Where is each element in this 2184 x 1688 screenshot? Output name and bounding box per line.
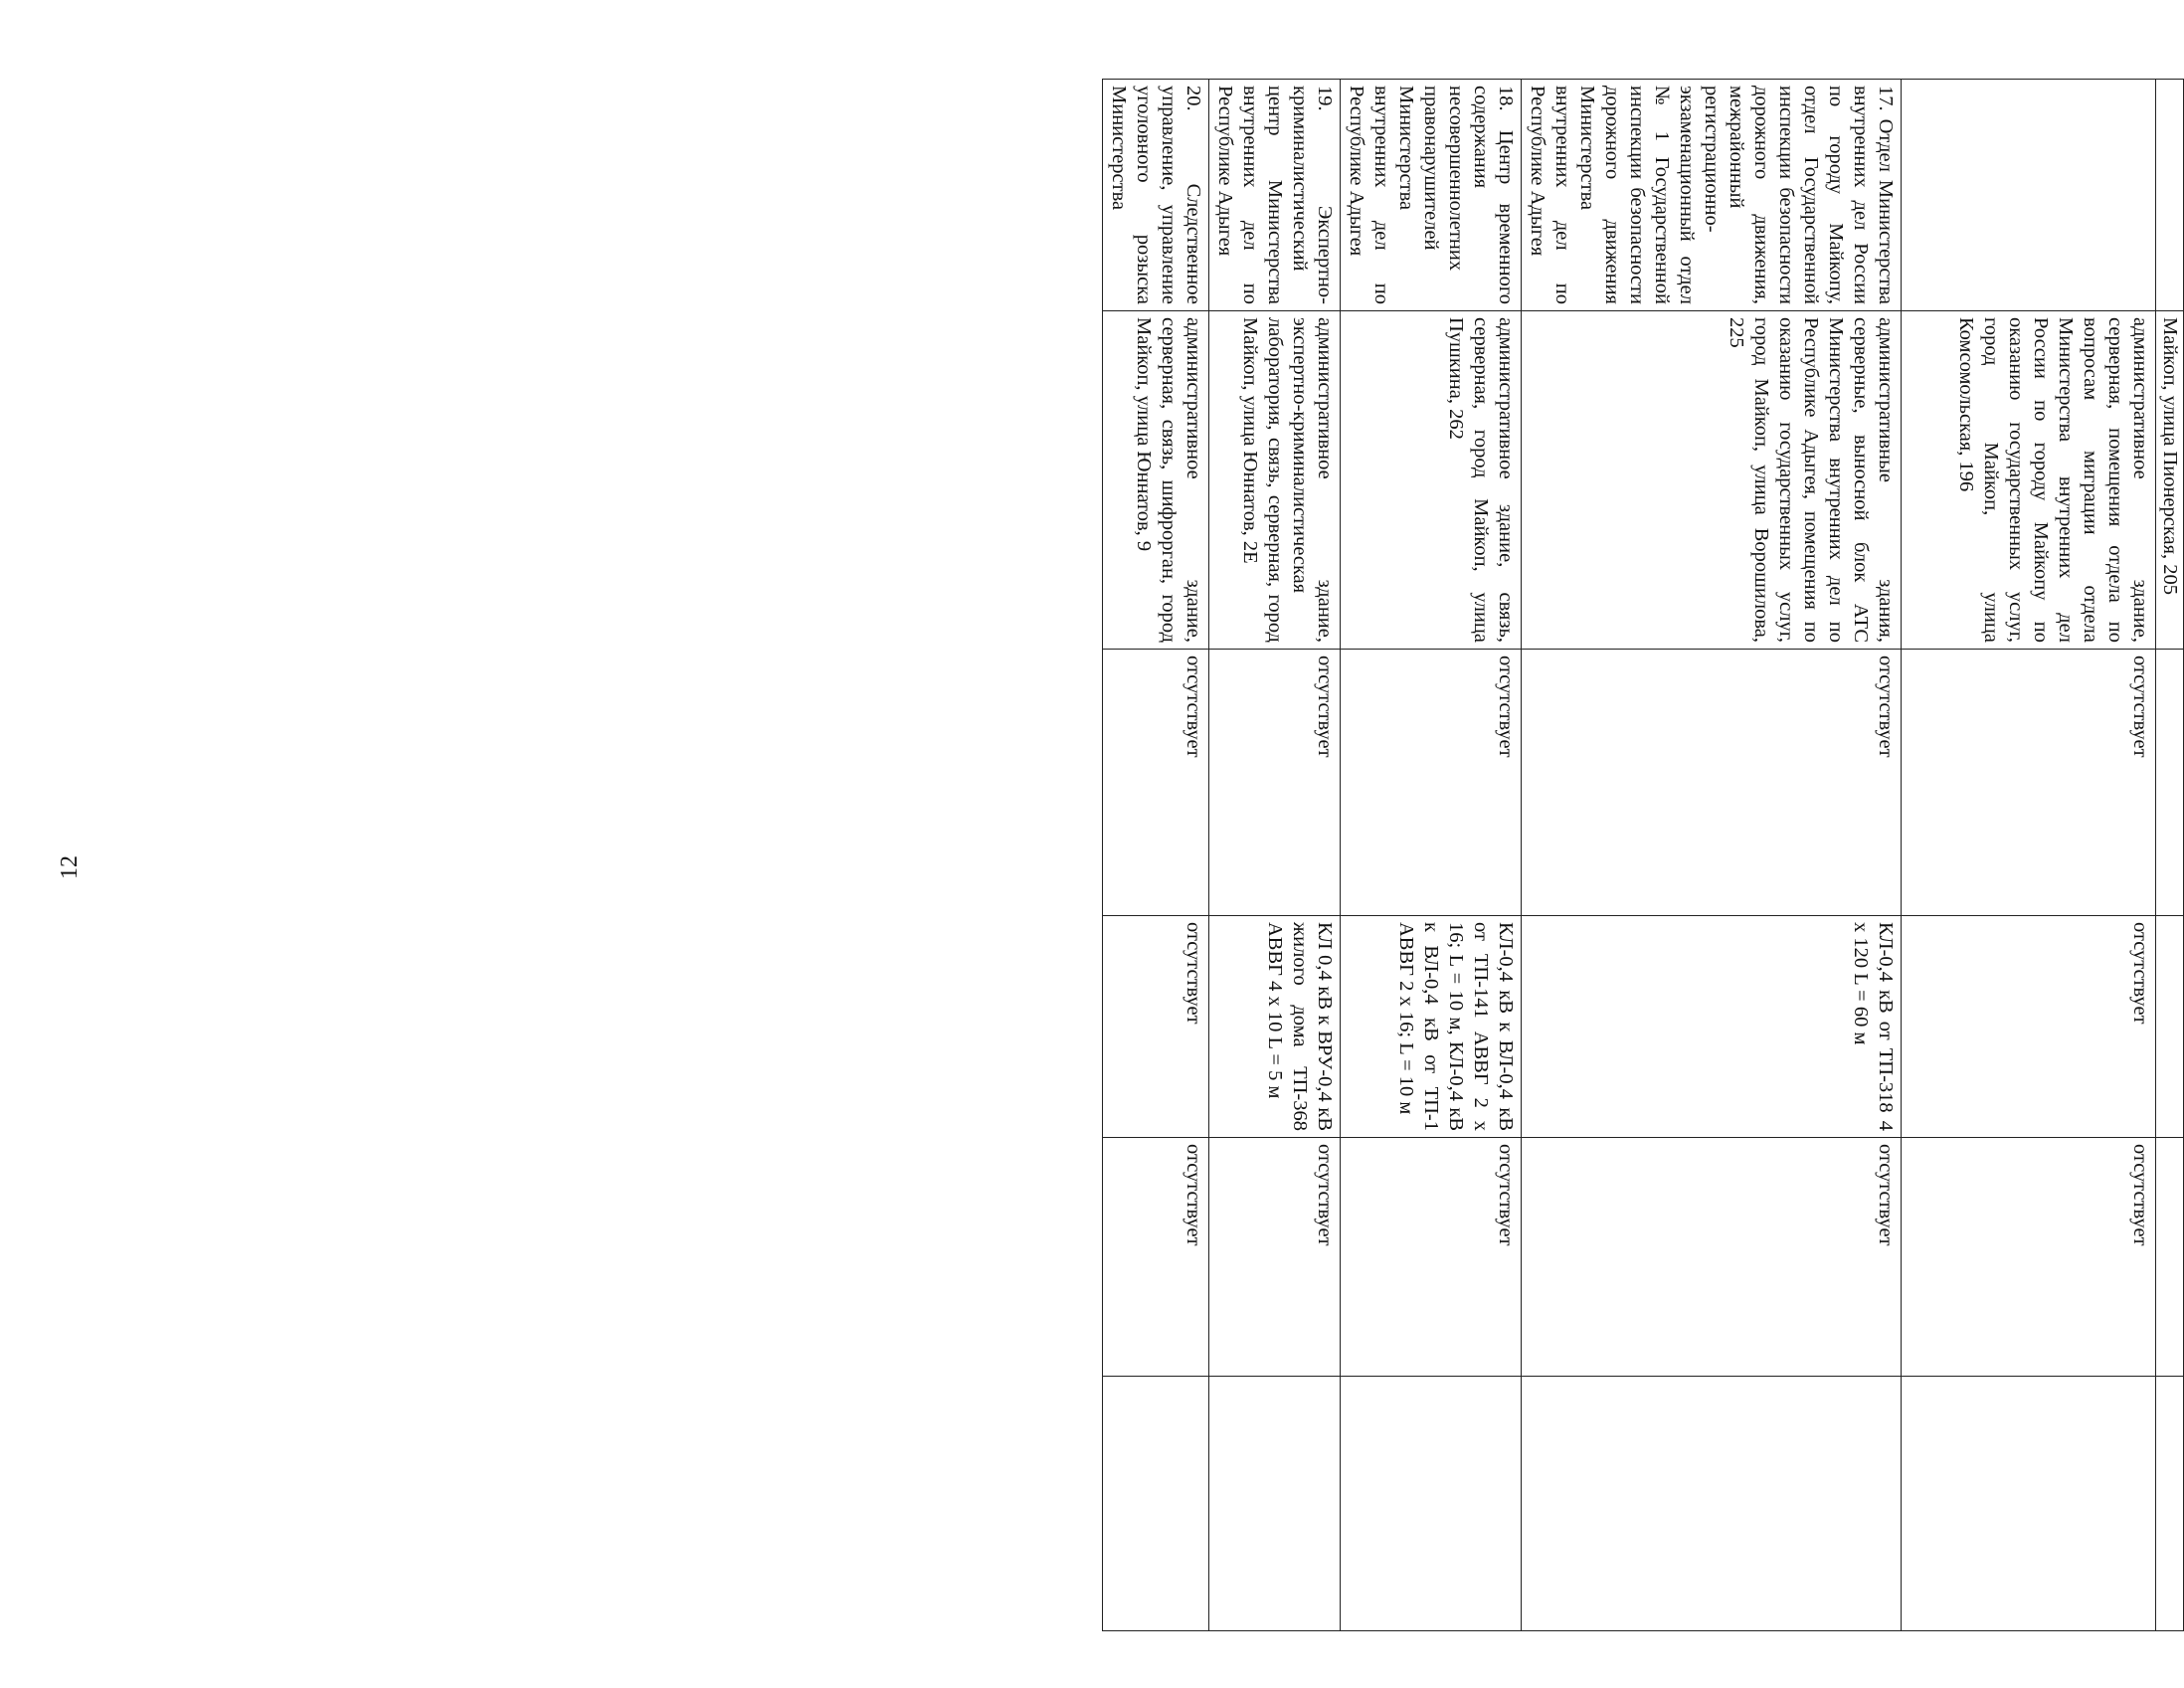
- cell-c3: отсутствует: [1902, 650, 2156, 916]
- cell-c4: КЛ 0,4 кВ к ВРУ-0,4 кВ жилого дома ТП-368 АВВГ 4 х 10 L = 5 м: [1209, 916, 1341, 1138]
- cell-address: Майкоп, улица Пионерская, 205: [2156, 311, 2184, 650]
- table-row: [1103, 80, 1209, 1631]
- cell-address: административное здание, экспертно-криминалистическая лаборатория, связь, серверная, город Майкоп, улица Юннатов, 2Е: [1209, 311, 1341, 650]
- cell-c4: КЛ-0,4 кВ к ВЛ-0,4 кВ от ТП-141 АВВГ 2 х 16; L = 10 м, КЛ-0,4 кВ к ВЛ-0,4 кВ от ТП-1 АВВГ 2 х 16; L = 10 м: [1341, 916, 1522, 1138]
- facilities-table: [1102, 79, 2184, 1631]
- cell-c4: [2156, 916, 2184, 1138]
- cell-c3: отсутствует: [1522, 650, 1902, 916]
- cell-c3: [2156, 650, 2184, 916]
- cell-address: административное здание, связь, серверная, город Майкоп, улица Пушкина, 262: [1341, 311, 1522, 650]
- cell-c5: отсутствует: [1341, 1138, 1522, 1377]
- cell-address: административные здания, серверные, выносной блок АТС Министерства внутренних дел по Республике Адыгея, помещения по оказанию государственных услуг, город Майкоп, улица Ворошилова, 225: [1522, 311, 1902, 650]
- cell-c5: отсутствует: [1209, 1138, 1341, 1377]
- table-row: [1341, 80, 1522, 1631]
- table-row: [1209, 80, 1341, 1631]
- cell-c5: отсутствует: [1103, 1138, 1209, 1377]
- cell-c6: [2156, 1377, 2184, 1631]
- cell-c6: [1341, 1377, 1522, 1631]
- cell-c3: отсутствует: [1209, 650, 1341, 916]
- cell-c5: отсутствует: [1522, 1138, 1902, 1377]
- cell-c3: отсутствует: [1341, 650, 1522, 916]
- cell-c6: [1902, 1377, 2156, 1631]
- page-number: 12: [57, 855, 83, 879]
- cell-c4: отсутствует: [1902, 916, 2156, 1138]
- cell-c6: [1209, 1377, 1341, 1631]
- cell-c6: [1522, 1377, 1902, 1631]
- cell-c5: отсутствует: [1902, 1138, 2156, 1377]
- cell-org: 18. Центр временного содержания несовершеннолетних правонарушителей Министерства внутренних дел по Республике Адыгея: [1341, 80, 1522, 311]
- rotated-table-container: [1108, 79, 2184, 1630]
- cell-c6: [1103, 1377, 1209, 1631]
- table-row-continuation: [2156, 80, 2184, 1631]
- cell-c4: отсутствует: [1103, 916, 1209, 1138]
- cell-address: административное здание, серверная, помещения отдела по вопросам миграции отдела Министерства внутренних дел России по городу Майкопу по оказанию государственных услуг, город Майкоп, улица Комсомольская, 196: [1902, 311, 2156, 650]
- cell-org: [1902, 80, 2156, 311]
- table-row: [1902, 80, 2156, 1631]
- cell-org: 19. Экспертно-криминалистический центр Министерства внутренних дел по Республике Адыгея: [1209, 80, 1341, 311]
- cell-c4: КЛ-0,4 кВ от ТП-318 4 х 120 L = 60 м: [1522, 916, 1902, 1138]
- cell-org: 20. Следственное управление, управление уголовного розыска Министерства: [1103, 80, 1209, 311]
- cell-org: [2156, 80, 2184, 311]
- cell-org: 17. Отдел Министерства внутренних дел России по городу Майкопу, отдел Государственной инспекции безопасности дорожного движения, межрайонный регистрационно-экзаменационный отдел № 1 Государственной инспекции безопасности дорожного движения Министерства внутренних дел по Республике Адыгея: [1522, 80, 1902, 311]
- cell-c5: [2156, 1138, 2184, 1377]
- table-row: [1522, 80, 1902, 1631]
- cell-address: административное здание, серверная, связь, шифрорган, город Майкоп, улица Юннатов, 9: [1103, 311, 1209, 650]
- cell-c3: отсутствует: [1103, 650, 1209, 916]
